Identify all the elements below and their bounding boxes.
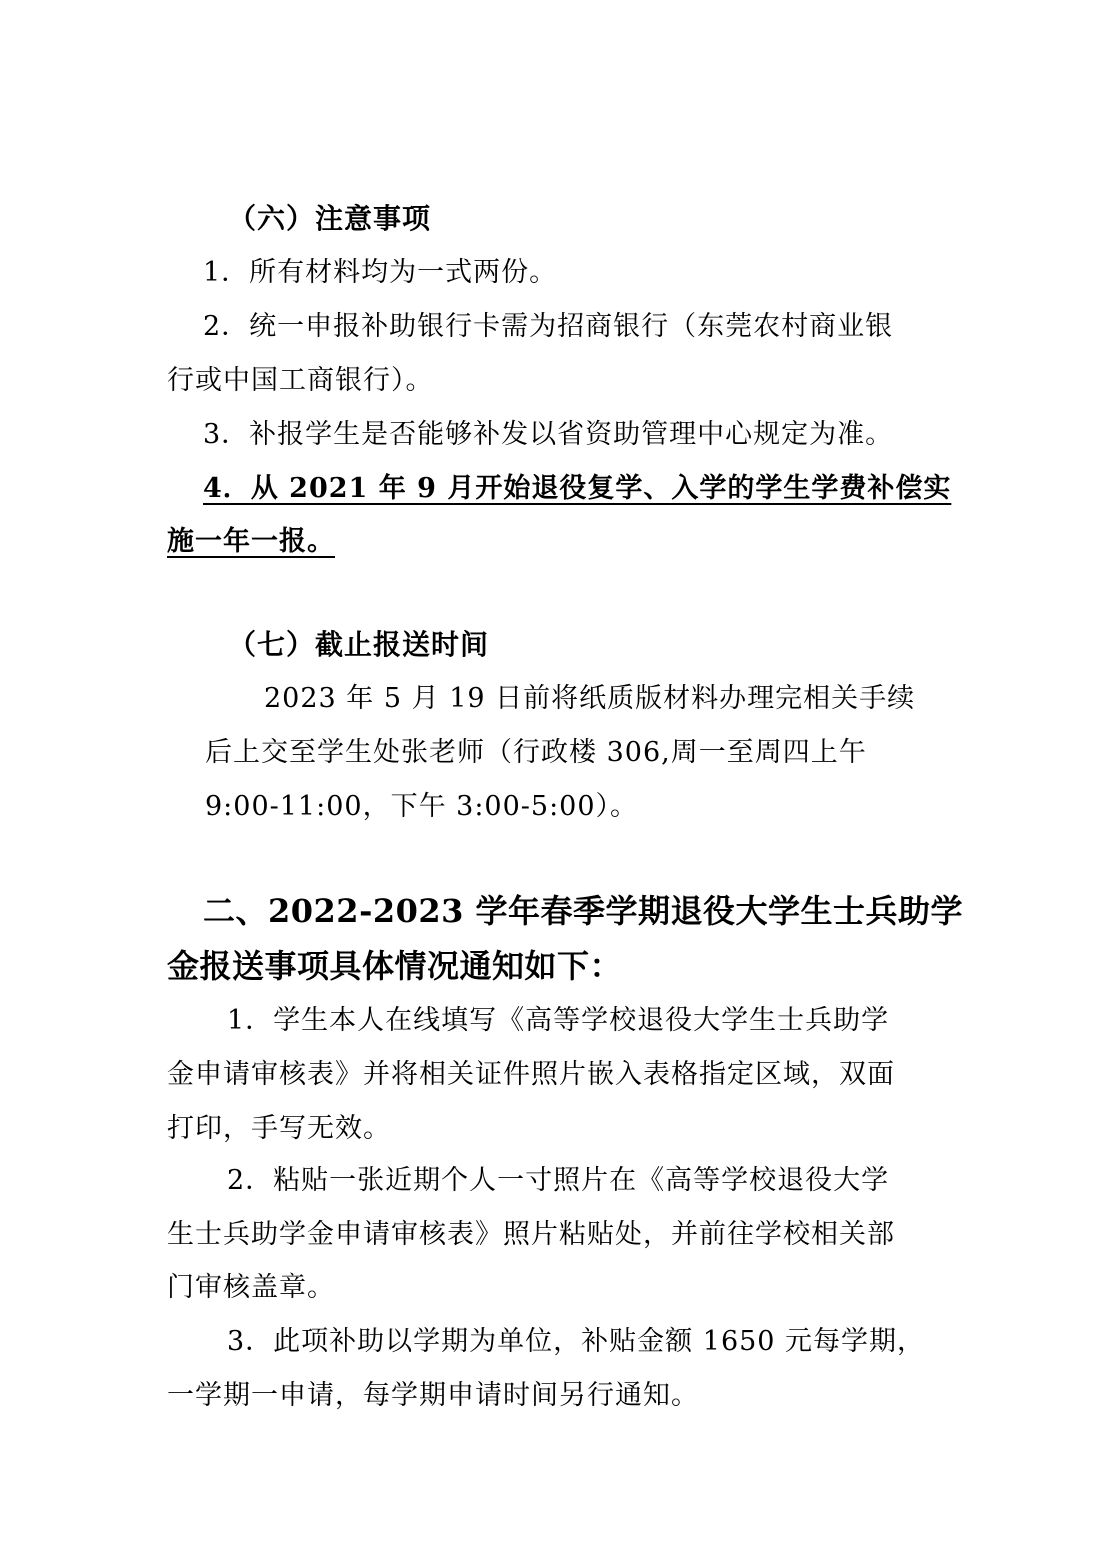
section-6-heading: （六）注意事项: [228, 202, 432, 235]
section-7-heading: （七）截止报送时间: [228, 628, 490, 661]
part-2-item-3-line-1: 3．此项补助以学期为单位，补贴金额 1650 元每学期，: [227, 1326, 926, 1357]
part-2-heading-line-2: 金报送事项具体情况通知如下：: [167, 947, 623, 985]
section-7-line-1: 2023 年 5 月 19 日前将纸质版材料办理完相关手续: [264, 683, 916, 714]
part-2-item-1-line-3: 打印，手写无效。: [167, 1113, 391, 1144]
section-6-item-2-line-2: 行或中国工商银行）。: [167, 365, 434, 396]
section-6-item-2-line-1: 2．统一申报补助银行卡需为招商银行（东莞农村商业银: [203, 311, 894, 342]
section-6-item-4-line-2: 施一年一报。: [167, 526, 335, 557]
part-2-item-3-line-2: 一学期一申请，每学期申请时间另行通知。: [167, 1380, 699, 1411]
section-6-item-4-line-1: 4．从 2021 年 9 月开始退役复学、入学的学生学费补偿实: [203, 473, 952, 504]
part-2-item-1-line-2: 金申请审核表》并将相关证件照片嵌入表格指定区域，双面: [167, 1059, 895, 1090]
part-2-heading-line-1: 二、2022-2023 学年春季学期退役大学生士兵助学: [203, 892, 964, 930]
part-2-item-2-line-3: 门审核盖章。: [167, 1272, 335, 1303]
part-2-item-2-line-2: 生士兵助学金申请审核表》照片粘贴处，并前往学校相关部: [167, 1219, 895, 1250]
section-6-item-3: 3．补报学生是否能够补发以省资助管理中心规定为准。: [203, 419, 894, 450]
section-7-line-2: 后上交至学生处张老师（行政楼 306,周一至周四上午: [205, 737, 867, 768]
part-2-item-1-line-1: 1．学生本人在线填写《高等学校退役大学生士兵助学: [227, 1005, 890, 1036]
section-6-item-1: 1．所有材料均为一式两份。: [203, 257, 558, 288]
section-7-line-3: 9:00-11:00，下午 3:00-5:00）。: [205, 791, 639, 822]
part-2-item-2-line-1: 2．粘贴一张近期个人一寸照片在《高等学校退役大学: [227, 1165, 890, 1196]
